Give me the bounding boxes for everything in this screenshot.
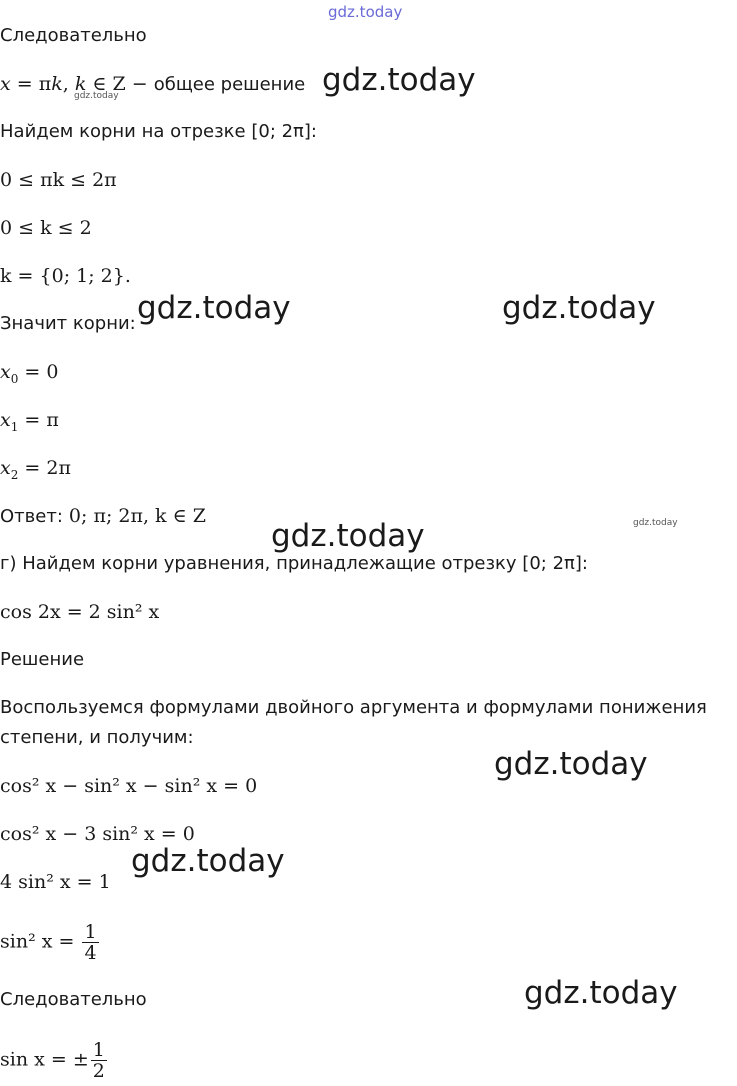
watermark: gdz.today	[322, 62, 476, 98]
watermark: gdz.today	[494, 746, 648, 782]
text-line: Значит корни:	[0, 313, 136, 334]
equation: cos 2x = 2 sin² x	[0, 601, 160, 623]
watermark: gdz.today	[131, 843, 285, 879]
formula-line: 0 ≤ k ≤ 2	[0, 217, 92, 239]
fraction-line: sin² x = $\frac{1}{4}$	[0, 921, 97, 964]
watermark: gdz.today	[502, 290, 656, 326]
formula-line: k = {0; 1; 2}.	[0, 265, 131, 287]
watermark: gdz.today	[524, 975, 678, 1011]
watermark: gdz.today	[271, 518, 425, 554]
root-line: $x_0 = 0$	[0, 361, 59, 386]
text-line: Следовательно	[0, 25, 147, 46]
general-solution-line	[0, 72, 305, 97]
text-line: степени, и получим:	[0, 727, 194, 748]
watermark-small: gdz.today	[74, 91, 119, 101]
formula-line: cos² x − sin² x − sin² x = 0	[0, 775, 258, 797]
fraction: $\frac{1}{4}$	[84, 921, 97, 964]
watermark: gdz.today	[137, 290, 291, 326]
fraction-line: sin x = ± $\frac{1}{2}$	[0, 1039, 105, 1082]
watermark-small: gdz.today	[633, 518, 678, 528]
answer-line	[0, 504, 206, 529]
general-solution-label: общее решение	[153, 74, 306, 95]
text-line: Следовательно	[0, 989, 147, 1010]
fraction: $\frac{1}{2}$	[92, 1039, 105, 1082]
formula-line: 4 sin² x = 1	[0, 871, 111, 893]
answer-label: Ответ:	[0, 506, 63, 527]
root-line: $x_2 = 2\pi$	[0, 457, 71, 482]
solution-heading: Решение	[0, 649, 85, 670]
formula-line: 0 ≤ πk ≤ 2π	[0, 169, 117, 191]
formula-line: cos² x − 3 sin² x = 0	[0, 823, 195, 845]
task-heading: г) Найдем корни уравнения, принадлежащие отрезку [0; 2π]:	[0, 553, 588, 574]
text-line: Воспользуемся формулами двойного аргумента и формулами понижения	[0, 697, 707, 718]
text-line: Найдем корни на отрезке [0; 2π]:	[0, 121, 317, 142]
root-line: $x_1 = \pi$	[0, 409, 59, 434]
watermark-top: gdz.today	[328, 3, 403, 21]
answer-value: 0; π; 2π, k ∈ Z	[62, 505, 206, 527]
formula: x = πk, k ∈ Z −	[0, 73, 154, 95]
